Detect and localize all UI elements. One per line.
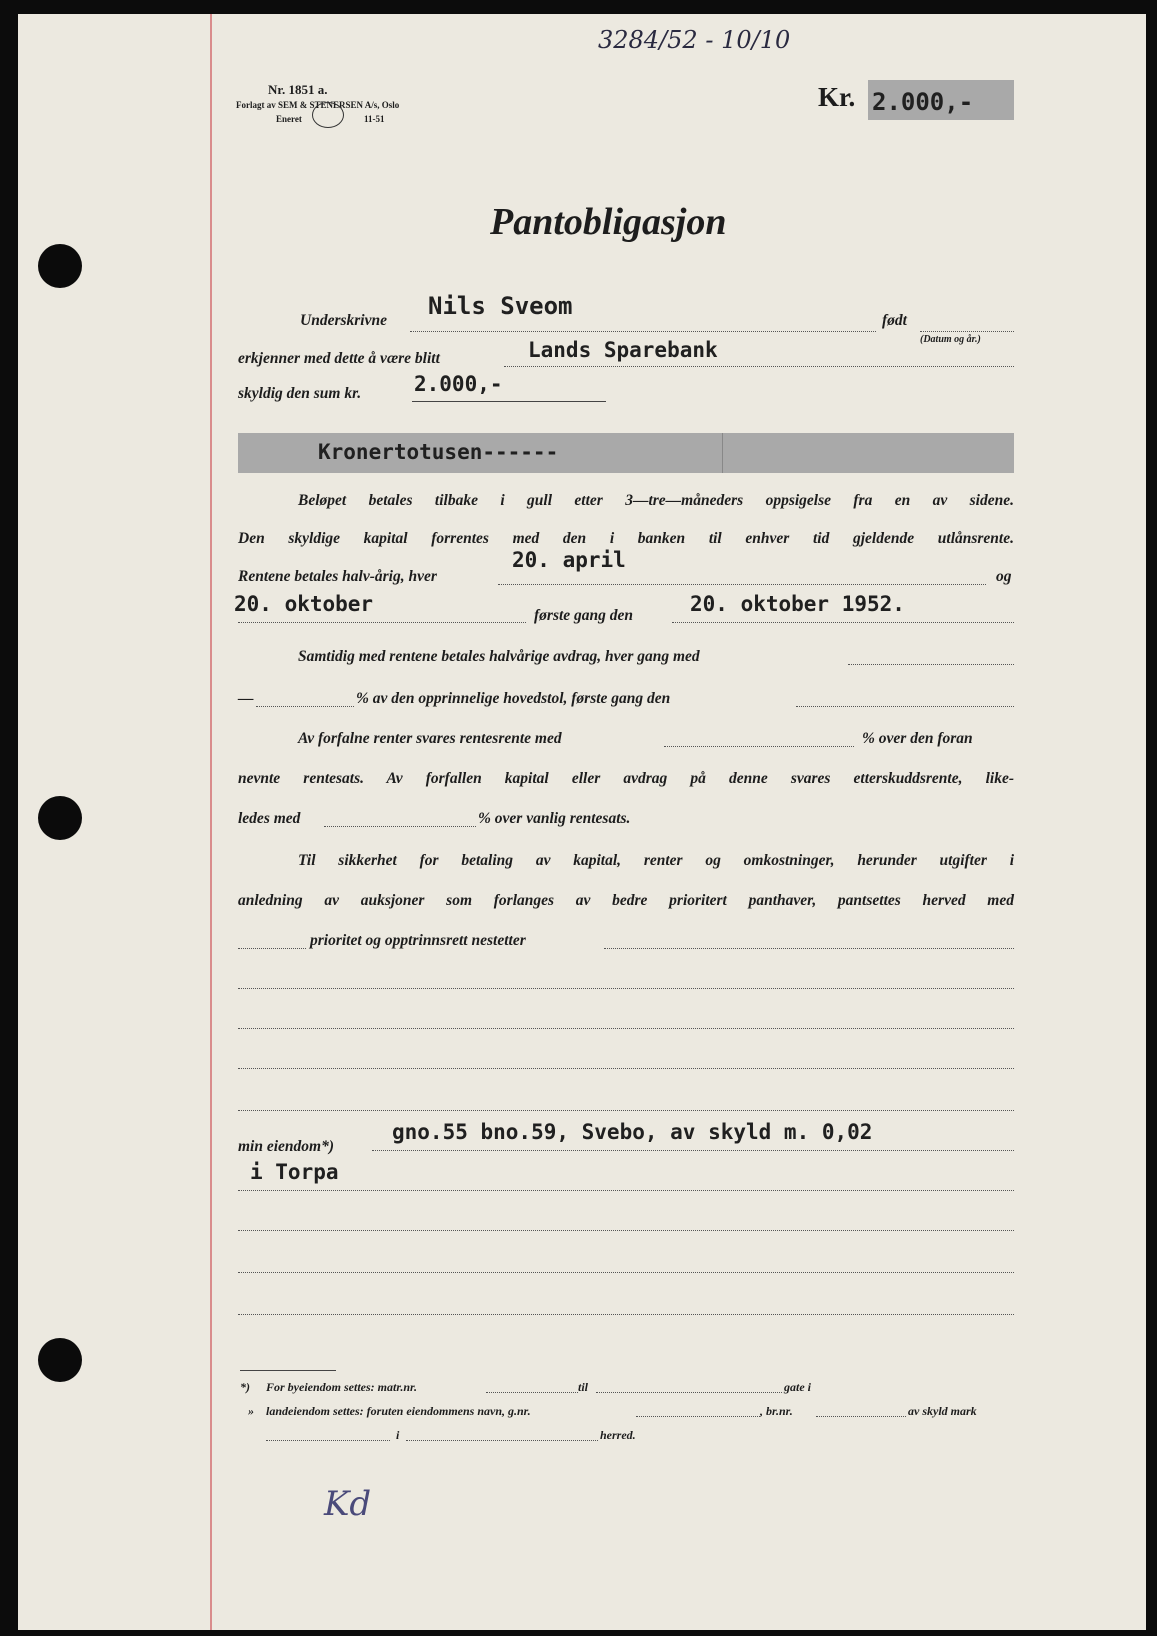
security-terms-2: anledning av auksjoner som forlanges av bedre prioritert panthaver, pantsettes herved med [238, 892, 1014, 909]
handwritten-reference: 3284/52 - 10/10 [598, 26, 791, 54]
page-title: Pantobligasjon [490, 201, 727, 243]
sum-in-words: Kronertotusen------ [318, 440, 559, 464]
punch-hole [38, 244, 82, 288]
installments-dash: — [238, 690, 254, 707]
interest-label: Rentene betales halv-årig, hver [238, 568, 437, 585]
acknowledge-label: erkjenner med dette å være blitt [238, 350, 440, 367]
first-time-label: første gang den [534, 607, 634, 624]
owes-label: skyldig den sum kr. [238, 385, 362, 402]
footnote-rural-label: landeiendom settes: foruten eiendommens navn, g.nr. [266, 1404, 531, 1418]
interest-terms: Den skyldige kapital forrentes med den i banken til enhver tid gjeldende utlånsrente. [238, 530, 1014, 547]
amount-label: Kr. [818, 82, 856, 112]
priority-label: prioritet og opptrinnsrett nestetter [310, 932, 526, 949]
overdue-label-a: Av forfalne renter svares rentesrente med [298, 730, 562, 747]
footnote-til: til [578, 1380, 589, 1394]
punch-hole [38, 1338, 82, 1382]
publisher-logo-icon [312, 102, 344, 128]
footnote-herred: herred. [600, 1428, 636, 1442]
footnote-gate: gate i [784, 1380, 811, 1394]
margin-rule [210, 14, 212, 1630]
and-label: og [996, 568, 1012, 585]
footnote-quote-mark: » [248, 1404, 254, 1418]
overdue-capital-terms: nevnte rentesats. Av forfallen kapital eller avdrag på denne svares etterskuddsrente, like- [238, 770, 1014, 787]
footnote-city-label: For byeiendom settes: matr.nr. [266, 1380, 418, 1394]
born-label: født [882, 312, 907, 329]
repayment-terms: Beløpet betales tilbake i gull etter 3—tre—måneders oppsigelse fra en av sidene. [298, 492, 1014, 509]
punch-hole [38, 796, 82, 840]
edition: 11-51 [364, 114, 385, 124]
creditor-name: Lands Sparebank [528, 338, 718, 362]
property-line-2: i Torpa [250, 1160, 339, 1184]
amount-value: 2.000,- [872, 88, 974, 116]
sum-value: 2.000,- [414, 372, 503, 396]
born-hint: (Datum og år.) [920, 334, 981, 345]
installments-label: Samtidig med rentene betales halvårige avdrag, hver gang med [298, 648, 700, 665]
overdue-label-b: % over den foran [862, 730, 973, 747]
form-number: Nr. 1851 a. [268, 82, 328, 97]
footnote-marker: *) [240, 1380, 250, 1394]
undersigned-label: Underskrivne [300, 312, 387, 329]
property-line-1: gno.55 bno.59, Svebo, av skyld m. 0,02 [392, 1120, 873, 1144]
exclusive-mark: Eneret [276, 114, 302, 124]
property-label: min eiendom*) [238, 1138, 335, 1155]
first-time-value: 20. oktober 1952. [690, 592, 905, 616]
undersigned-name: Nils Sveom [428, 292, 573, 320]
stamp-scribble: Kd [324, 1484, 372, 1524]
overdue-label-c: ledes med [238, 810, 301, 827]
interest-date-1: 20. april [512, 548, 626, 572]
publisher: Forlagt av SEM & STENERSEN A/s, Oslo [236, 100, 400, 110]
security-terms-1: Til sikkerhet for betaling av kapital, renter og omkostninger, herunder utgifter i [298, 852, 1014, 869]
footnote-skyld: av skyld mark [908, 1404, 977, 1418]
interest-date-2: 20. oktober [234, 592, 374, 616]
percent-principal-label: % av den opprinnelige hovedstol, første gang den [356, 690, 671, 707]
footnote-brnr: , br.nr. [760, 1404, 793, 1418]
footnote-i-label: i [396, 1428, 400, 1442]
overdue-label-d: % over vanlig rentesats. [478, 810, 631, 827]
